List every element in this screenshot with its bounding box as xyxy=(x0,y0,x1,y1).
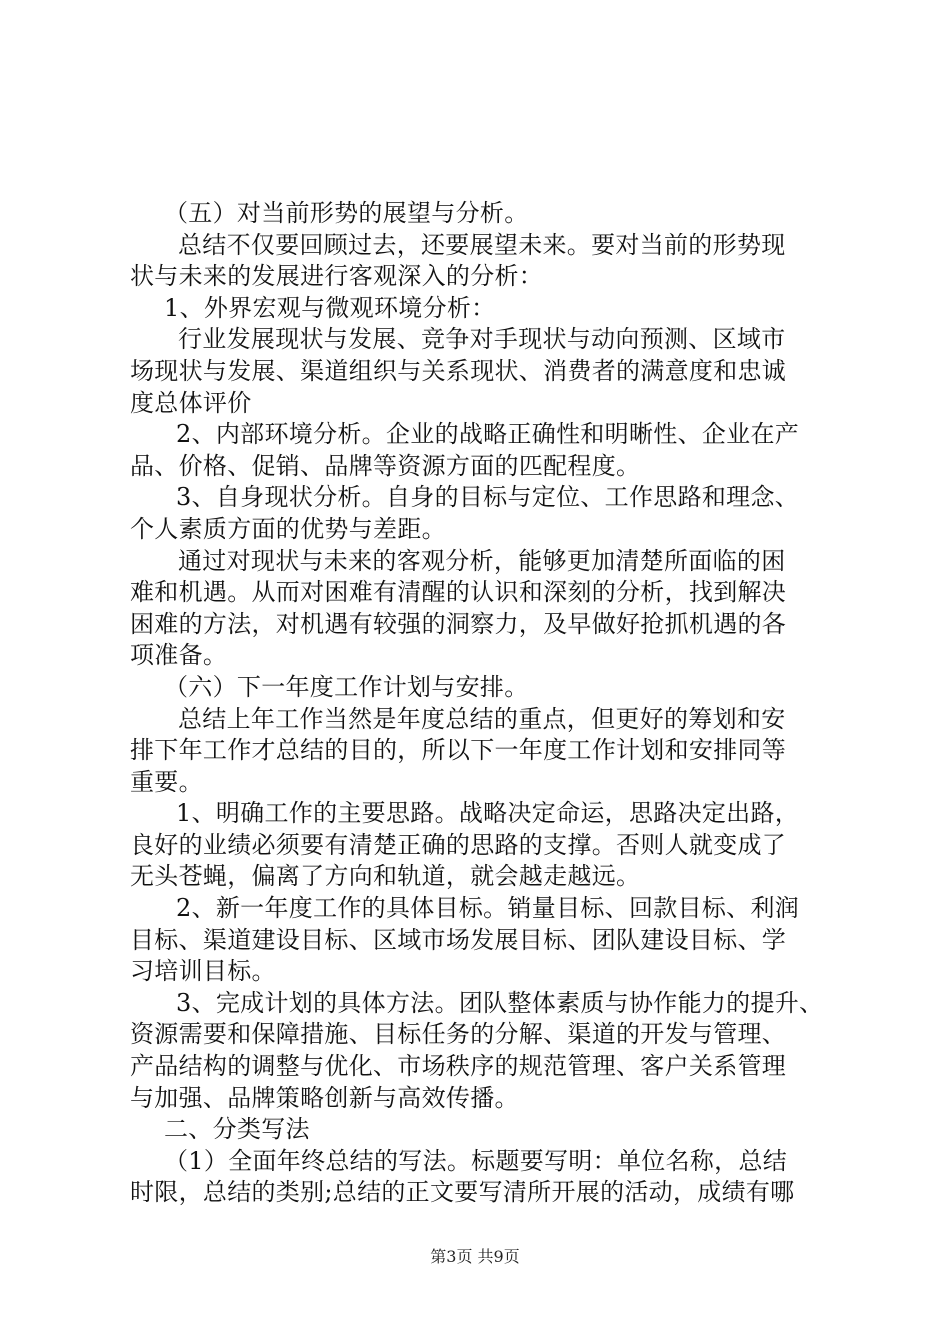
paragraph-line: 资源需要和保障措施、目标任务的分解、渠道的开发与管理、 xyxy=(130,1020,787,1049)
paragraph-line: 3、完成计划的具体方法。团队整体素质与协作能力的提升、 xyxy=(176,988,824,1017)
paragraph-line: 个人素质方面的优势与差距。 xyxy=(130,514,446,543)
paragraph-line: 2、内部环境分析。企业的战略正确性和明晰性、企业在产 xyxy=(176,420,800,449)
paragraph-line: 良好的业绩必须要有清楚正确的思路的支撑。否则人就变成了 xyxy=(130,830,787,859)
paragraph-line: 总结不仅要回顾过去，还要展望未来。要对当前的形势现 xyxy=(178,230,786,259)
paragraph-line: 排下年工作才总结的目的，所以下一年度工作计划和安排同等 xyxy=(130,736,787,765)
list-item-heading: 1、外界宏观与微观环境分析： xyxy=(164,293,496,322)
paragraph-line: 难和机遇。从而对困难有清醒的认识和深刻的分析，找到解决 xyxy=(130,578,787,607)
paragraph-line: 习培训目标。 xyxy=(130,957,276,986)
paragraph-line: （1）全面年终总结的写法。标题要写明：单位名称，总结 xyxy=(164,1146,788,1175)
paragraph-line: 困难的方法，对机遇有较强的洞察力，及早做好抢抓机遇的各 xyxy=(130,609,787,638)
paragraph-line: 与加强、品牌策略创新与高效传播。 xyxy=(130,1083,519,1112)
paragraph-line: 项准备。 xyxy=(130,641,228,670)
paragraph-line: 场现状与发展、渠道组织与关系现状、消费者的满意度和忠诚 xyxy=(130,356,787,385)
paragraph-line: 度总体评价 xyxy=(130,388,252,417)
paragraph-line: 3、自身现状分析。自身的目标与定位、工作思路和理念、 xyxy=(176,483,800,512)
paragraph-line: 产品结构的调整与优化、市场秩序的规范管理、客户关系管理 xyxy=(130,1052,787,1081)
paragraph-line: 行业发展现状与发展、竞争对手现状与动向预测、区域市 xyxy=(178,325,786,354)
document-body xyxy=(130,198,842,1209)
paragraph-line: 时限，总结的类别;总结的正文要写清所开展的活动，成绩有哪 xyxy=(130,1178,795,1207)
paragraph-line: 1、明确工作的主要思路。战略决定命运，思路决定出路， xyxy=(176,799,800,828)
paragraph-line: 2、新一年度工作的具体目标。销量目标、回款目标、利润 xyxy=(176,894,800,923)
paragraph-line: 状与未来的发展进行客观深入的分析： xyxy=(130,262,544,291)
paragraph-line: 重要。 xyxy=(130,767,203,796)
section-heading: （五）对当前形势的展望与分析。 xyxy=(164,199,529,227)
paragraph-line: 品、价格、促销、品牌等资源方面的匹配程度。 xyxy=(130,451,641,480)
page-footer: 第3页 共9页 xyxy=(430,1247,520,1266)
paragraph-line: 无头苍蝇，偏离了方向和轨道，就会越走越远。 xyxy=(130,862,641,891)
section-heading: （六）下一年度工作计划与安排。 xyxy=(164,672,529,701)
paragraph-line: 通过对现状与未来的客观分析，能够更加清楚所面临的困 xyxy=(178,546,786,575)
section-heading: 二、分类写法 xyxy=(164,1115,310,1144)
paragraph-line: 目标、渠道建设目标、区域市场发展目标、团队建设目标、学 xyxy=(130,925,787,954)
paragraph-line: 总结上年工作当然是年度总结的重点，但更好的筹划和安 xyxy=(178,704,786,733)
